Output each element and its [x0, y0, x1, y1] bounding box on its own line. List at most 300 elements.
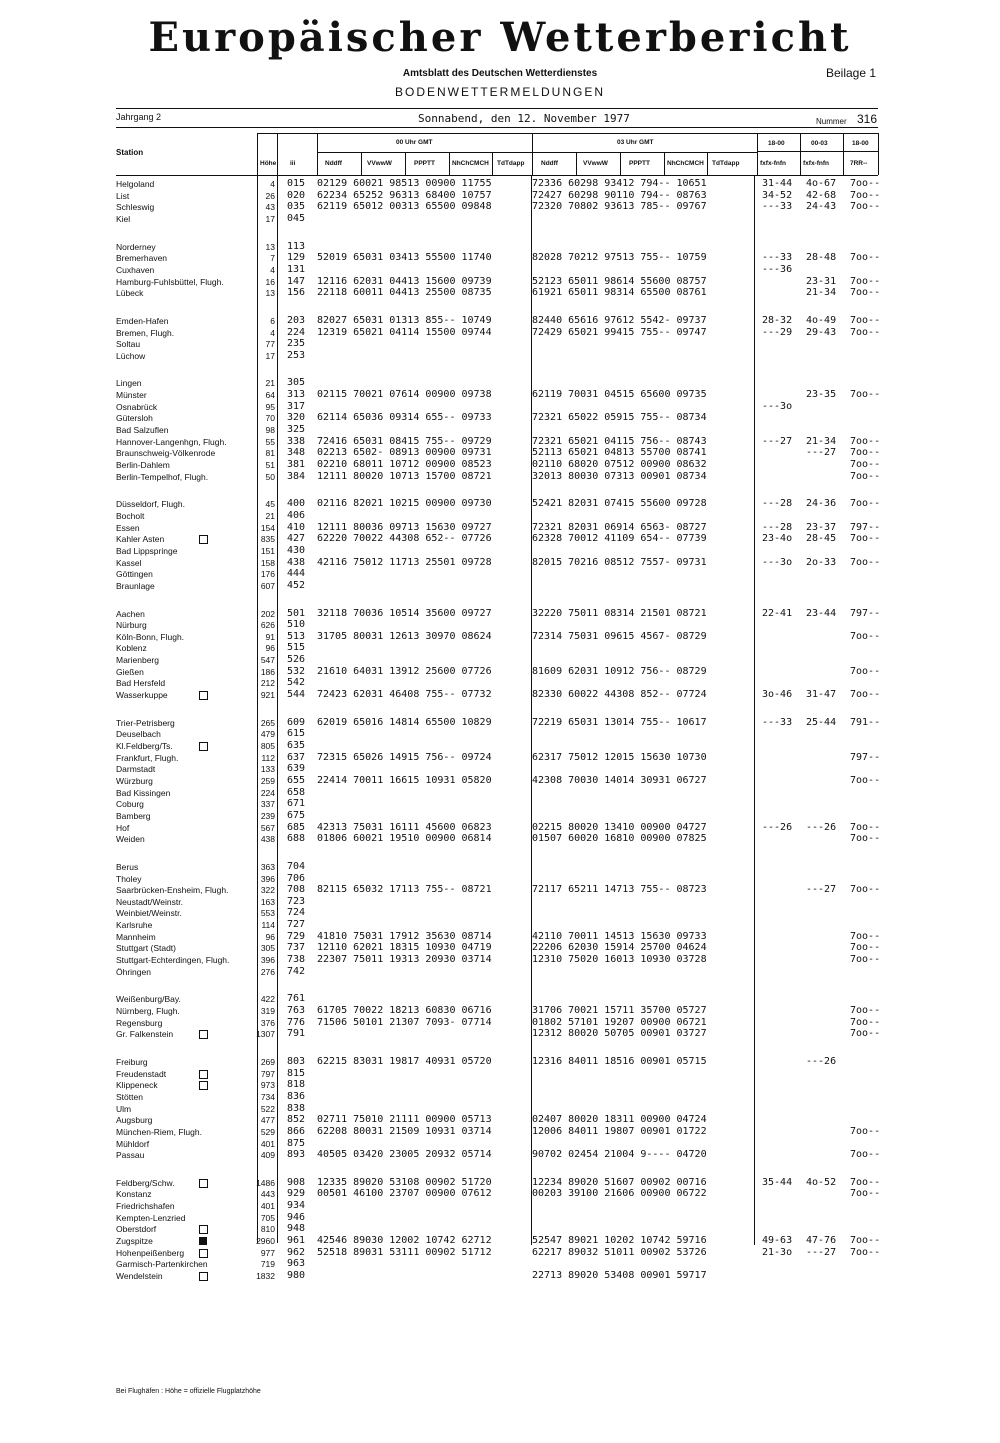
col-header-03-4: NhChCMCH: [667, 160, 704, 167]
table-row: [0, 993, 1000, 1005]
station-height: 95: [265, 401, 275, 412]
station-name: Soltau: [116, 339, 141, 350]
station-height: 269: [260, 1056, 275, 1067]
station-code: 615: [287, 728, 306, 740]
header-bottom-rule: [116, 175, 878, 176]
obs-03-gmt: 72320 70802 93613 785-- 09767: [532, 201, 707, 213]
col-header-extra-sub-1: fxfx-fnfn: [760, 160, 786, 167]
table-row: [0, 533, 1000, 545]
station-height: 522: [260, 1103, 275, 1114]
page-subtitle: Amtsblatt des Deutschen Wetterdienstes: [402, 68, 598, 79]
station-code: 510: [287, 619, 306, 631]
obs-00-gmt: 62119 65012 00313 65500 09848: [317, 201, 492, 213]
table-row: [0, 833, 1000, 845]
station-height: 163: [260, 896, 275, 907]
table-row: [0, 1223, 1000, 1235]
station-height: 13: [265, 288, 275, 299]
obs-03-gmt: 52421 82031 07415 55600 09728: [532, 498, 707, 510]
table-row: [0, 1103, 1000, 1115]
extra-col-1: ---36: [762, 263, 793, 275]
obs-03-gmt: 61921 65011 98314 65500 08761: [532, 287, 707, 299]
station-height: 21: [265, 510, 275, 521]
station-name: Hamburg-Fuhlsbüttel, Flugh.: [116, 276, 224, 287]
extra-col-3: 7oo--: [850, 533, 881, 545]
obs-00-gmt: 12110 62021 18315 10930 04719: [317, 942, 492, 954]
col-header-00-3: PPPTT: [414, 160, 435, 167]
extra-col-3: 7oo--: [850, 630, 881, 642]
obs-03-gmt: 72117 65211 14713 755-- 08723: [532, 884, 707, 896]
station-name: München-Riem, Flugh.: [116, 1126, 202, 1137]
extra-col-2: 21-34: [806, 435, 837, 447]
extra-col-1: ---3o: [762, 556, 793, 568]
station-height: 239: [260, 810, 275, 821]
obs-03-gmt: 72219 65031 13014 755-- 10617: [532, 716, 707, 728]
table-row: [0, 1258, 1000, 1270]
col-header-group00: 00 Uhr GMT: [396, 139, 433, 146]
extra-col-3: 7oo--: [850, 689, 881, 701]
table-row: [0, 728, 1000, 740]
station-height: 4: [270, 179, 275, 189]
station-code: 908: [287, 1176, 306, 1188]
obs-00-gmt: 12116 62031 04413 15600 09739: [317, 275, 492, 287]
station-name: Tholey: [116, 873, 142, 884]
obs-03-gmt: 12234 89020 51607 00902 00716: [532, 1176, 707, 1188]
station-code: 129: [287, 252, 306, 264]
obs-03-gmt: 00203 39100 21606 00900 06722: [532, 1188, 707, 1200]
station-name: Öhringen: [116, 966, 151, 977]
station-name: Nürnberg, Flugh.: [116, 1006, 180, 1016]
col-rule-end: [878, 133, 879, 175]
extra-col-2: 42-68: [806, 189, 837, 201]
col-header-extra-top-2: 00-03: [811, 140, 828, 147]
station-height: 4: [270, 327, 275, 338]
table-row: [0, 1270, 1000, 1282]
table-row: [0, 201, 1000, 213]
table-row: [0, 907, 1000, 919]
obs-00-gmt: 12319 65021 04114 15500 09744: [317, 326, 492, 338]
station-code: 203: [287, 314, 306, 326]
station-name: Kassel: [116, 557, 142, 568]
extra-col-3: 7oo--: [850, 1016, 881, 1028]
extra-col-2: 23-35: [806, 389, 837, 401]
station-code: 658: [287, 786, 306, 798]
station-code: 685: [287, 821, 306, 833]
extra-col-2: 24-36: [806, 498, 837, 510]
obs-00-gmt: 22307 75011 19313 20930 03714: [317, 954, 492, 966]
station-code: 729: [287, 930, 306, 942]
obs-00-gmt: 41810 75031 17912 35630 08714: [317, 930, 492, 942]
obs-00-gmt: 40505 03420 23005 20932 05714: [317, 1149, 492, 1161]
station-code: 635: [287, 740, 306, 751]
obs-03-gmt: 42110 70011 14513 15630 09733: [532, 930, 707, 942]
station-code: 410: [287, 521, 306, 533]
extra-col-3: 7oo--: [850, 774, 881, 786]
station-height: 43: [265, 202, 275, 213]
obs-03-gmt: 02215 80020 13410 00900 04727: [532, 821, 707, 833]
table-row: [0, 1177, 1000, 1189]
extra-col-3: 7oo--: [850, 665, 881, 677]
table-row: [0, 752, 1000, 764]
jahrgang-label: Jahrgang 2: [116, 112, 162, 122]
station-name: Schleswig: [116, 202, 155, 213]
empty-square-icon: [199, 691, 208, 700]
station-height: 16: [265, 276, 275, 287]
station-name: Stötten: [116, 1091, 143, 1102]
station-code: 035: [287, 201, 306, 213]
station-height: 1307: [256, 1029, 275, 1040]
station-code: 609: [287, 716, 306, 728]
table-row: [0, 717, 1000, 729]
extra-col-2: 25-44: [806, 716, 837, 728]
table-row: [0, 1017, 1000, 1029]
col-header-03-1: Nddff: [541, 160, 558, 167]
col-rule-extra: [757, 133, 758, 175]
col-header-00-4: NhChCMCH: [452, 160, 489, 167]
col-header-extra-top-3: 18-00: [852, 140, 869, 147]
station-height: 443: [260, 1189, 275, 1200]
station-code: 727: [287, 919, 306, 931]
station-name: Bocholt: [116, 510, 145, 521]
table-row: [0, 896, 1000, 908]
sub-rule-6: [620, 152, 621, 175]
station-height: 17: [265, 213, 275, 224]
station-name: Berlin-Tempelhof, Flugh.: [116, 471, 209, 482]
extra-col-3: 7oo--: [850, 1235, 881, 1247]
extra-col-3: 7oo--: [850, 447, 881, 459]
obs-03-gmt: 82440 65616 97612 5542- 09737: [532, 314, 707, 326]
obs-03-gmt: 12310 75020 16013 10930 03728: [532, 954, 707, 966]
obs-00-gmt: 62114 65036 09314 655-- 09733: [317, 412, 492, 424]
station-height: 797: [260, 1068, 275, 1079]
sub-rule-4: [492, 152, 493, 175]
obs-03-gmt: 62119 70031 04515 65600 09735: [532, 389, 707, 401]
station-name: Braunlage: [116, 580, 155, 591]
station-name: Berlin-Dahlem: [116, 460, 170, 470]
station-height: 176: [260, 569, 275, 580]
obs-00-gmt: 62019 65016 14814 65500 10829: [317, 716, 492, 728]
station-height: 202: [260, 608, 275, 619]
extra-col-1: 35-44: [762, 1176, 793, 1188]
obs-03-gmt: 52547 89021 10202 10742 59716: [532, 1235, 707, 1247]
station-code: 742: [287, 965, 306, 977]
table-row: [0, 798, 1000, 810]
station-code: 980: [287, 1270, 306, 1281]
station-height: 396: [260, 873, 275, 884]
extra-col-3: 7oo--: [850, 459, 881, 470]
table-row: [0, 401, 1000, 413]
table-row: [0, 608, 1000, 620]
obs-03-gmt: 62217 89032 51011 00902 53726: [532, 1246, 707, 1258]
station-height: 401: [260, 1138, 275, 1149]
extra-col-2: 29-43: [806, 326, 837, 338]
station-name: Zugspitze: [116, 1236, 153, 1247]
table-row: [0, 666, 1000, 678]
table-row: [0, 213, 1000, 225]
station-height: 55: [265, 436, 275, 447]
obs-00-gmt: 12111 80020 10713 15700 08721: [317, 470, 492, 482]
station-code: 852: [287, 1114, 306, 1126]
table-row: [0, 740, 1000, 752]
table-row: [0, 1212, 1000, 1224]
extra-col-3: 7oo--: [850, 942, 881, 954]
obs-00-gmt: 02210 68011 10712 00900 08523: [317, 459, 492, 470]
col-header-03-2: VVwwW: [583, 160, 608, 167]
station-name: Feldberg/Schw.: [116, 1177, 175, 1188]
obs-00-gmt: 61705 70022 18213 60830 06716: [317, 1005, 492, 1016]
station-name: Mannheim: [116, 931, 156, 942]
station-name: Gießen: [116, 666, 144, 677]
station-code: 131: [287, 263, 306, 275]
extra-col-1: 49-63: [762, 1235, 793, 1247]
station-name: Helgoland: [116, 179, 155, 189]
extra-col-3: 7oo--: [850, 178, 881, 189]
obs-03-gmt: 02110 68020 07512 00900 08632: [532, 459, 707, 470]
table-row: [0, 677, 1000, 689]
col-header-00-1: Nddff: [325, 160, 342, 167]
station-name: Bad Hersfeld: [116, 678, 166, 689]
extra-col-3: 7oo--: [850, 1246, 881, 1258]
station-code: 723: [287, 895, 306, 907]
station-height: 1486: [256, 1177, 275, 1188]
station-code: 313: [287, 389, 306, 401]
footnote: Bei Flughäfen : Höhe = offizielle Flugplatzhöhe: [116, 1388, 261, 1395]
station-code: 406: [287, 509, 306, 521]
extra-col-3: 7oo--: [850, 287, 881, 299]
table-row: [0, 315, 1000, 327]
table-row: [0, 252, 1000, 264]
station-height: 977: [260, 1247, 275, 1258]
group-divider-rule: [317, 152, 757, 153]
extra-col-2: 2o-33: [806, 556, 837, 568]
extra-col-2: ---27: [806, 1246, 837, 1258]
empty-square-icon: [199, 1225, 208, 1234]
table-row: [0, 1138, 1000, 1150]
extra-col-2: 28-45: [806, 533, 837, 545]
table-row: [0, 810, 1000, 822]
extra-col-3: 797--: [850, 607, 881, 619]
station-height: 438: [260, 834, 275, 845]
station-name: Koblenz: [116, 643, 147, 654]
station-name: Neustadt/Weinstr.: [116, 896, 183, 907]
extra-col-1: 28-32: [762, 314, 793, 326]
station-code: 637: [287, 751, 306, 763]
table-row: [0, 1028, 1000, 1040]
station-name: Trier-Petrisberg: [116, 717, 175, 728]
table-row: [0, 580, 1000, 592]
table-row: [0, 942, 1000, 954]
table-row: [0, 498, 1000, 510]
extra-col-1: ---33: [762, 252, 793, 264]
station-height: 98: [265, 425, 275, 436]
station-code: 948: [287, 1223, 306, 1235]
station-code: 438: [287, 556, 306, 568]
obs-00-gmt: 02711 75010 21111 00900 05713: [317, 1114, 492, 1126]
col-header-00-2: VVwwW: [367, 160, 392, 167]
station-code: 444: [287, 568, 306, 580]
table-row: [0, 264, 1000, 276]
obs-00-gmt: 82115 65032 17113 755-- 08721: [317, 884, 492, 896]
section-title: BODENWETTERMELDUNGEN: [394, 85, 605, 99]
extra-col-1: ---29: [762, 326, 793, 338]
table-row: [0, 1235, 1000, 1247]
extra-col-2: ---27: [806, 884, 837, 896]
col-header-group03: 03 Uhr GMT: [617, 139, 654, 146]
table-row: [0, 287, 1000, 299]
table-row: [0, 557, 1000, 569]
empty-square-icon: [199, 535, 208, 544]
station-code: 946: [287, 1211, 306, 1223]
extra-col-3: 7oo--: [850, 1188, 881, 1200]
station-code: 427: [287, 533, 306, 545]
obs-00-gmt: 52518 89031 53111 00902 51712: [317, 1246, 492, 1258]
table-row: [0, 1149, 1000, 1161]
obs-03-gmt: 72427 60298 90110 794-- 08763: [532, 189, 707, 201]
station-height: 363: [260, 861, 275, 872]
station-code: 544: [287, 689, 306, 701]
col-header-extra-sub-2: fxfx-fnfn: [803, 160, 829, 167]
station-height: 51: [265, 460, 275, 470]
station-height: 719: [260, 1259, 275, 1270]
obs-00-gmt: 31705 80031 12613 30970 08624: [317, 630, 492, 642]
extra-col-1: ---26: [762, 821, 793, 833]
issue-date: Sonnabend, den 12. November 1977: [418, 112, 630, 125]
station-code: 381: [287, 459, 306, 470]
col-rule-g00: [317, 133, 318, 175]
extra-col-3: 7oo--: [850, 1005, 881, 1016]
obs-03-gmt: 72321 65021 04115 756-- 08743: [532, 435, 707, 447]
table-row: [0, 631, 1000, 643]
station-height: 133: [260, 764, 275, 775]
station-height: 553: [260, 908, 275, 919]
table-row: [0, 327, 1000, 339]
station-height: 529: [260, 1126, 275, 1137]
obs-00-gmt: 62220 70022 44308 652-- 07726: [317, 533, 492, 545]
station-height: 45: [265, 499, 275, 510]
obs-00-gmt: 02213 6502- 08913 00900 09731: [317, 447, 492, 459]
station-code: 384: [287, 470, 306, 482]
obs-03-gmt: 01802 57101 19207 00900 06721: [532, 1016, 707, 1028]
station-code: 400: [287, 498, 306, 510]
empty-square-icon: [199, 1249, 208, 1258]
station-height: 96: [265, 931, 275, 942]
obs-03-gmt: 12006 84011 19807 00901 01722: [532, 1125, 707, 1137]
table-row: [0, 241, 1000, 253]
station-name: Konstanz: [116, 1189, 152, 1200]
extra-col-1: ---33: [762, 201, 793, 213]
extra-col-3: 7oo--: [850, 470, 881, 482]
station-name: Mühldorf: [116, 1138, 150, 1149]
beilage-label: Beilage 1: [826, 66, 877, 80]
extra-col-3: 7oo--: [850, 1149, 881, 1161]
station-code: 776: [287, 1016, 306, 1028]
station-code: 430: [287, 544, 306, 556]
station-height: 921: [260, 690, 275, 701]
station-name: Düsseldorf, Flugh.: [116, 499, 185, 510]
empty-square-icon: [199, 1081, 208, 1090]
table-row: [0, 775, 1000, 787]
station-code: 836: [287, 1090, 306, 1102]
station-code: 675: [287, 809, 306, 821]
obs-03-gmt: 01507 60020 16810 00900 07825: [532, 833, 707, 845]
extra-col-2: 47-76: [806, 1235, 837, 1247]
obs-00-gmt: 32118 70036 10514 35600 09727: [317, 607, 492, 619]
obs-03-gmt: 22713 89020 53408 00901 59717: [532, 1270, 707, 1281]
obs-00-gmt: 12111 80036 09713 15630 09727: [317, 521, 492, 533]
extra-col-1: ---28: [762, 498, 793, 510]
station-name: Marienberg: [116, 655, 159, 666]
station-height: 2960: [256, 1236, 275, 1247]
table-row: [0, 545, 1000, 557]
extra-col-3: 7oo--: [850, 930, 881, 942]
station-name: Augsburg: [116, 1115, 153, 1126]
station-name: Osnabrück: [116, 401, 158, 412]
extra-col-2: 23-44: [806, 607, 837, 619]
table-row: [0, 873, 1000, 885]
station-height: 81: [265, 448, 275, 459]
station-height: 422: [260, 994, 275, 1005]
table-row: [0, 954, 1000, 966]
nummer-label: Nummer: [816, 117, 847, 126]
station-name: Lüchow: [116, 350, 146, 361]
station-name: Garmisch-Partenkirchen: [116, 1259, 208, 1270]
station-name: Saarbrücken-Ensheim, Flugh.: [116, 885, 229, 896]
station-name: Hannover-Langenhgn, Flugh.: [116, 436, 227, 447]
table-row: [0, 931, 1000, 943]
sub-rule-3: [449, 152, 450, 175]
extra-col-3: 7oo--: [850, 954, 881, 966]
obs-00-gmt: 22118 60011 04413 25500 08735: [317, 287, 492, 299]
station-name: Nürburg: [116, 620, 147, 631]
extra-col-3: 797--: [850, 521, 881, 533]
obs-03-gmt: 52123 65011 98614 55600 08757: [532, 275, 707, 287]
extra-col-2: ---26: [806, 821, 837, 833]
station-height: 567: [260, 822, 275, 833]
obs-00-gmt: 21610 64031 13912 25600 07726: [317, 665, 492, 677]
empty-square-icon: [199, 742, 208, 751]
station-height: 212: [260, 678, 275, 689]
col-header-extra-sub-3: 7RR--: [850, 160, 868, 167]
obs-03-gmt: 72321 65022 05915 755-- 08734: [532, 412, 707, 424]
table-row: [0, 1114, 1000, 1126]
extra-divider-rule: [757, 151, 878, 152]
station-height: 396: [260, 955, 275, 966]
station-name: Regensburg: [116, 1017, 163, 1028]
station-height: 7: [270, 253, 275, 264]
table-row: [0, 787, 1000, 799]
station-height: 1832: [256, 1271, 275, 1281]
station-name: Kempten-Lenzried: [116, 1212, 186, 1223]
table-row: [0, 447, 1000, 459]
station-code: 235: [287, 338, 306, 350]
station-height: 337: [260, 799, 275, 810]
station-name: Wendelstein: [116, 1271, 163, 1281]
station-name: Karlsruhe: [116, 920, 153, 931]
station-height: 401: [260, 1201, 275, 1212]
station-height: 607: [260, 580, 275, 591]
station-height: 50: [265, 471, 275, 482]
obs-00-gmt: 72416 65031 08415 755-- 09729: [317, 435, 492, 447]
station-code: 325: [287, 424, 306, 436]
empty-square-icon: [199, 1179, 208, 1188]
station-name: Frankfurt, Flugh.: [116, 752, 179, 763]
filled-square-icon: [199, 1237, 207, 1245]
table-row: [0, 471, 1000, 483]
empty-square-icon: [199, 1272, 208, 1281]
table-row: [0, 822, 1000, 834]
col-header-hoehe: Höhe: [260, 160, 277, 167]
station-code: 113: [287, 240, 306, 252]
station-code: 961: [287, 1235, 306, 1247]
